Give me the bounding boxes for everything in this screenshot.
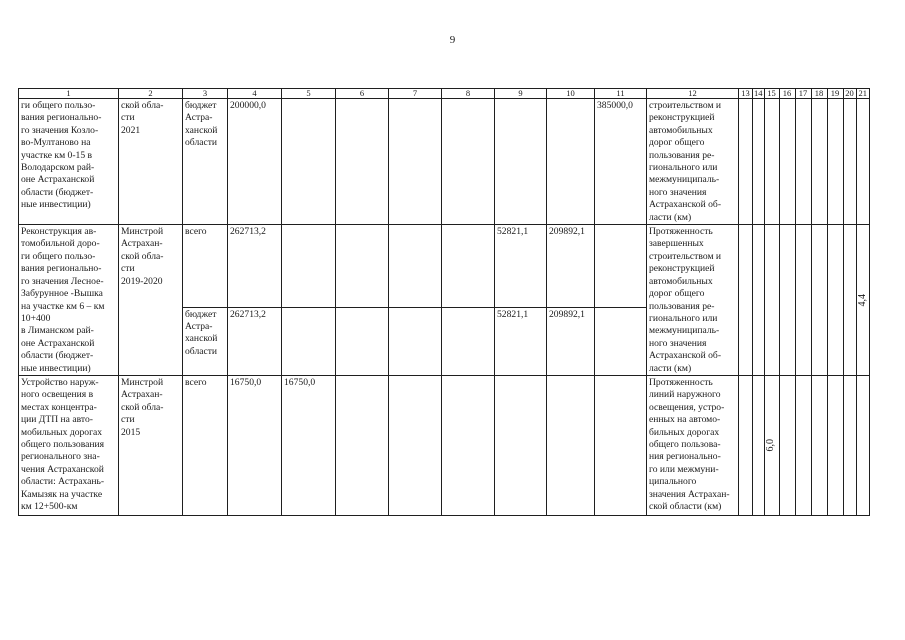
amount-cell [282, 99, 336, 225]
col-header: 21 [856, 89, 870, 99]
col-header: 15 [764, 89, 779, 99]
object-name-cell: Реконструкция ав- томобильной доро- ги общего пользо- вания регионально- го значения Лесное- Забурунное -Вышка на участке км 6 – км 10+400 в Лиманском рай- оне Астраханской области (бюджет- ные инвестиции) [19, 225, 119, 376]
col-header: 13 [739, 89, 753, 99]
empty-cell [336, 99, 389, 225]
empty-cell [389, 225, 442, 307]
empty-cell [764, 99, 779, 225]
customer-cell: Минстрой Астрахан- ской обла- сти 2019-2020 [119, 225, 183, 376]
funding-source-cell: бюджет Астра- ханской области [183, 99, 228, 225]
col-header: 1 [19, 89, 119, 99]
col-header: 14 [754, 88, 763, 98]
amount-cell: 16750,0 [282, 375, 336, 515]
indicator-cell: Протяженность завершенных строительством и реконструкцией автомобильных дорог общего пользования ре- гионального или межмуниципаль- ного значения Астраханской об- ласти (км) [647, 225, 739, 376]
empty-cell [764, 225, 779, 376]
empty-cell [739, 225, 753, 376]
empty-cell [795, 225, 811, 376]
empty-cell [827, 99, 843, 225]
empty-cell [843, 375, 856, 515]
empty-cell [811, 99, 827, 225]
empty-cell [811, 375, 827, 515]
empty-cell [827, 375, 843, 515]
amount-cell [282, 225, 336, 307]
empty-cell [843, 225, 856, 376]
empty-cell [753, 99, 765, 225]
funding-source-cell: всего [183, 375, 228, 515]
empty-cell [779, 375, 795, 515]
customer-cell: ской обла- сти 2021 [119, 99, 183, 225]
empty-cell [795, 375, 811, 515]
empty-cell [843, 99, 856, 225]
amount-cell: 209892,1 [547, 307, 595, 375]
total-amount-cell: 200000,0 [228, 99, 282, 225]
empty-cell [856, 375, 870, 515]
col-header: 6 [336, 89, 389, 99]
col-header: 8 [442, 89, 495, 99]
empty-cell [336, 375, 389, 515]
empty-cell [795, 99, 811, 225]
col-header: 7 [389, 89, 442, 99]
column-number-row [19, 89, 870, 99]
empty-cell [442, 307, 495, 375]
col-header: 2 [119, 89, 183, 99]
col-header: 12 [647, 89, 739, 99]
object-name-cell: ги общего пользо- вания регионально- го значения Козло- во-Мултаново на участке км 0-15 в Володарском рай- оне Астраханской области (бюджет- ные инвестиции) [19, 99, 119, 225]
empty-cell [856, 99, 870, 225]
amount-cell [495, 375, 547, 515]
col-header: 4 [228, 89, 282, 99]
col-header: 11 [595, 89, 647, 99]
col-header: 10 [547, 89, 595, 99]
total-amount-cell: 16750,0 [228, 375, 282, 515]
empty-cell [779, 225, 795, 376]
empty-cell [739, 99, 753, 225]
page-number: 9 [449, 34, 456, 46]
amount-cell [595, 375, 647, 515]
object-name-cell: Устройство наруж- ного освещения в местах концентра- ции ДТП на авто- мобильных дорогах общего пользования регионального зна- чения Астраханской области: Астрахань- Камызяк на участке км 12+500-км [19, 375, 119, 515]
empty-cell [442, 375, 495, 515]
empty-cell [336, 307, 389, 375]
amount-cell: 209892,1 [547, 225, 595, 307]
amount-cell [495, 99, 547, 225]
empty-cell [389, 307, 442, 375]
indicator-value-cell [764, 375, 779, 515]
amount-cell [595, 225, 647, 307]
empty-cell [753, 375, 765, 515]
col-header: 17 [795, 89, 811, 99]
total-amount-cell: 262713,2 [228, 307, 282, 375]
empty-cell [442, 99, 495, 225]
customer-cell: Минстрой Астрахан- ской обла- сти 2015 [119, 375, 183, 515]
investment-table [18, 88, 870, 516]
amount-cell: 385000,0 [595, 99, 647, 225]
amount-cell [547, 99, 595, 225]
funding-source-cell: бюджет Астра- ханской области [183, 307, 228, 375]
empty-cell [739, 375, 753, 515]
amount-cell: 52821,1 [495, 225, 547, 307]
col-header: 19 [827, 89, 843, 99]
empty-cell [779, 99, 795, 225]
amount-cell: 52821,1 [495, 307, 547, 375]
indicator-value-cell [856, 225, 870, 376]
empty-cell [389, 375, 442, 515]
amount-cell [547, 375, 595, 515]
table-row [19, 225, 870, 307]
empty-cell [811, 225, 827, 376]
empty-cell [827, 225, 843, 376]
funding-source-cell: всего [183, 225, 228, 307]
indicator-cell: Протяженность линий наружного освещения, устро- енных на автомо- бильных дорогах общего пользова- ния регионально- го или межмуни- ципального значения Астрахан- ской области (км) [647, 375, 739, 515]
empty-cell [389, 99, 442, 225]
amount-cell [595, 307, 647, 375]
amount-cell [282, 307, 336, 375]
empty-cell [753, 225, 765, 376]
col-header: 18 [811, 89, 827, 99]
col-header: 5 [282, 89, 336, 99]
total-amount-cell: 262713,2 [228, 225, 282, 307]
col-header: 16 [779, 89, 795, 99]
col-header: 3 [183, 89, 228, 99]
indicator-cell: строительством и реконструкцией автомобильных дорог общего пользования ре- гионального или межмуниципаль- ного значения Астраханской об- ласти (км) [647, 99, 739, 225]
indicator-value: 4,4 [856, 293, 868, 307]
indicator-value: 6,0 [765, 439, 777, 452]
table-row [19, 375, 870, 515]
empty-cell [442, 225, 495, 307]
col-header: 9 [495, 89, 547, 99]
empty-cell [336, 225, 389, 307]
col-header: 20 [843, 89, 856, 99]
table-row [19, 99, 870, 225]
